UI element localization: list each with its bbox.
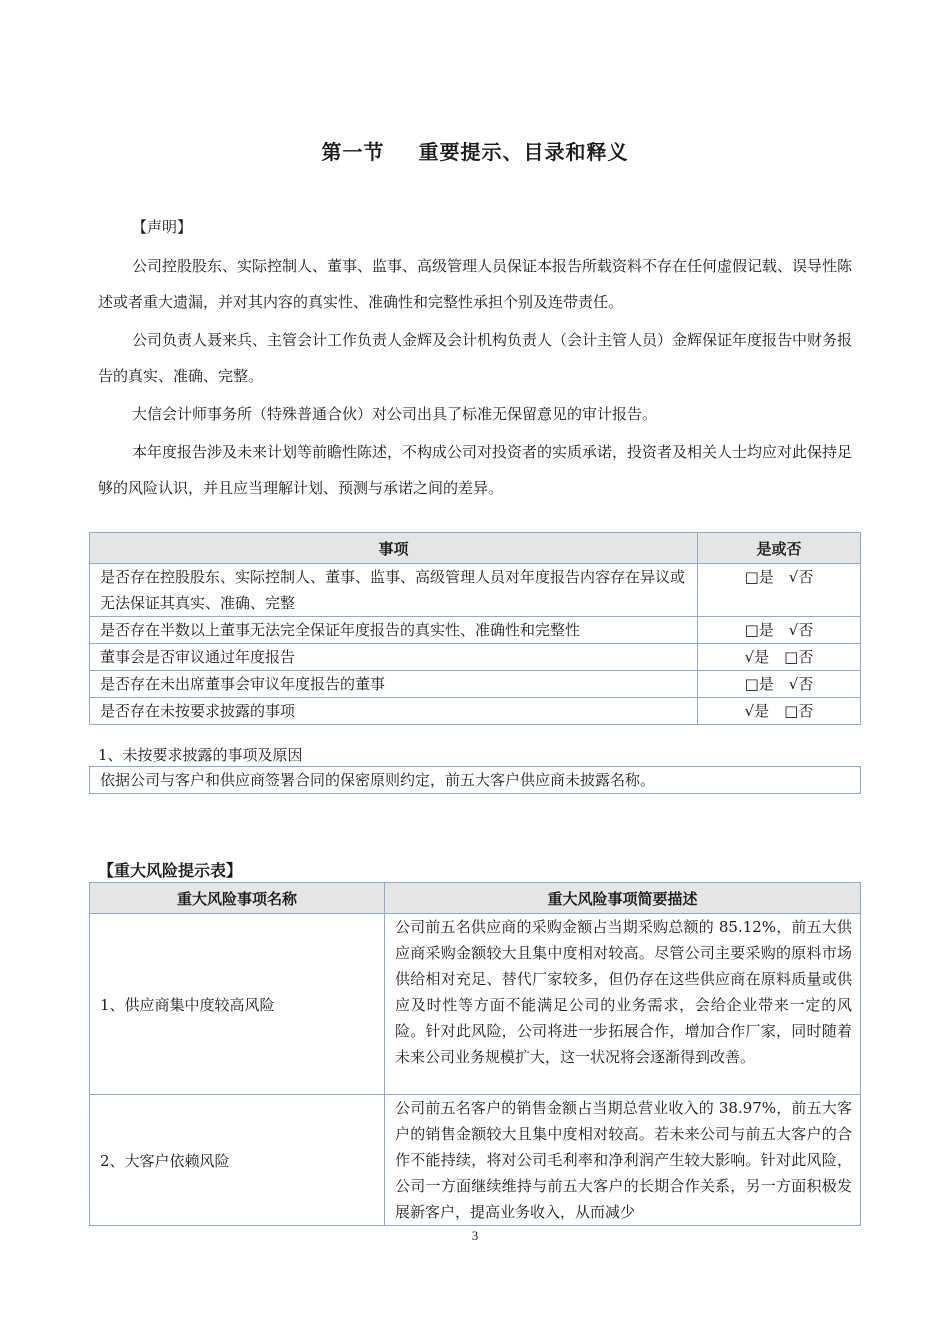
confirmation-table <box>89 532 861 725</box>
item-cell: 是否存在未按要求披露的事项 <box>90 698 698 725</box>
answer-cell: □是 √否 <box>698 564 861 617</box>
risk-desc-cell: 公司前五名供应商的采购金额占当期采购总额的 85.12%，前五大供应商采购金额较大且集中度相对较高。尽管公司主要采购的原料市场供给相对充足、替代厂家较多，但仍存在这些供应商在原料质量或供应及时性等方面不能满足公司的业务需求，会给企业带来一定的风险。针对此风险，公司将进一步拓展合作，增加合作厂家，同时随着未来公司业务规模扩大，这一状况将会逐渐得到改善。 <box>385 914 861 1095</box>
table-row <box>90 564 861 617</box>
risk-name-cell: 1、供应商集中度较高风险 <box>90 914 385 1095</box>
item-cell: 董事会是否审议通过年度报告 <box>90 644 698 671</box>
risk-name-cell: 2、大客户依赖风险 <box>90 1095 385 1226</box>
table-header-row <box>90 883 861 914</box>
column-header-answer: 是或否 <box>698 533 861 564</box>
declaration-paragraph: 公司负责人聂来兵、主管会计工作负责人金辉及会计机构负责人（会计主管人员）金辉保证年度报告中财务报告的真实、准确、完整。 <box>98 331 853 385</box>
item-cell: 是否存在控股股东、实际控制人、董事、监事、高级管理人员对年度报告内容存在异议或无法保证其真实、准确、完整 <box>90 564 698 617</box>
item-cell: 是否存在半数以上董事无法完全保证年度报告的真实性、准确性和完整性 <box>90 617 698 644</box>
non-disclosure-heading: 1、未按要求披露的事项及原因 <box>98 746 303 764</box>
answer-cell: □是 √否 <box>698 617 861 644</box>
table-row <box>90 698 861 725</box>
section-title: 重要提示、目录和释义 <box>418 140 629 164</box>
non-disclosure-reason: 依据公司与客户和供应商签署合同的保密原则约定，前五大客户供应商未披露名称。 <box>89 766 861 794</box>
page-title <box>0 136 950 165</box>
column-header-risk-name: 重大风险事项名称 <box>90 883 385 914</box>
risk-table <box>89 882 861 1226</box>
table-row <box>90 617 861 644</box>
table-row <box>90 1095 861 1226</box>
answer-cell: √是 □否 <box>698 644 861 671</box>
answer-cell: √是 □否 <box>698 698 861 725</box>
answer-cell: □是 √否 <box>698 671 861 698</box>
declaration-paragraph: 本年度报告涉及未来计划等前瞻性陈述，不构成公司对投资者的实质承诺，投资者及相关人士均应对此保持足够的风险认识，并且应当理解计划、预测与承诺之间的差异。 <box>98 443 853 497</box>
risk-table-heading: 【重大风险提示表】 <box>98 861 243 880</box>
column-header-risk-desc: 重大风险事项简要描述 <box>385 883 861 914</box>
column-header-item: 事项 <box>90 533 698 564</box>
declaration-paragraph: 大信会计师事务所（特殊普通合伙）对公司出具了标准无保留意见的审计报告。 <box>132 405 658 423</box>
item-cell: 是否存在未出席董事会审议年度报告的董事 <box>90 671 698 698</box>
table-row <box>90 914 861 1095</box>
declaration-paragraph: 公司控股股东、实际控制人、董事、监事、高级管理人员保证本报告所载资料不存在任何虚假记载、误导性陈述或者重大遗漏，并对其内容的真实性、准确性和完整性承担个别及连带责任。 <box>98 257 853 311</box>
table-row <box>90 644 861 671</box>
table-row <box>90 671 861 698</box>
table-header-row <box>90 533 861 564</box>
section-number: 第一节 <box>321 140 385 164</box>
risk-desc-cell: 公司前五名客户的销售金额占当期总营业收入的 38.97%，前五大客户的销售金额较大且集中度相对较高。若未来公司与前五大客户的合作不能持续，将对公司毛利率和净利润产生较大影响。针对此风险，公司一方面继续维持与前五大客户的长期合作关系，另一方面积极发展新客户，提高业务收入，从而减少 <box>385 1095 861 1226</box>
page-number: 3 <box>471 1228 479 1243</box>
declaration-heading: 【声明】 <box>132 218 193 236</box>
